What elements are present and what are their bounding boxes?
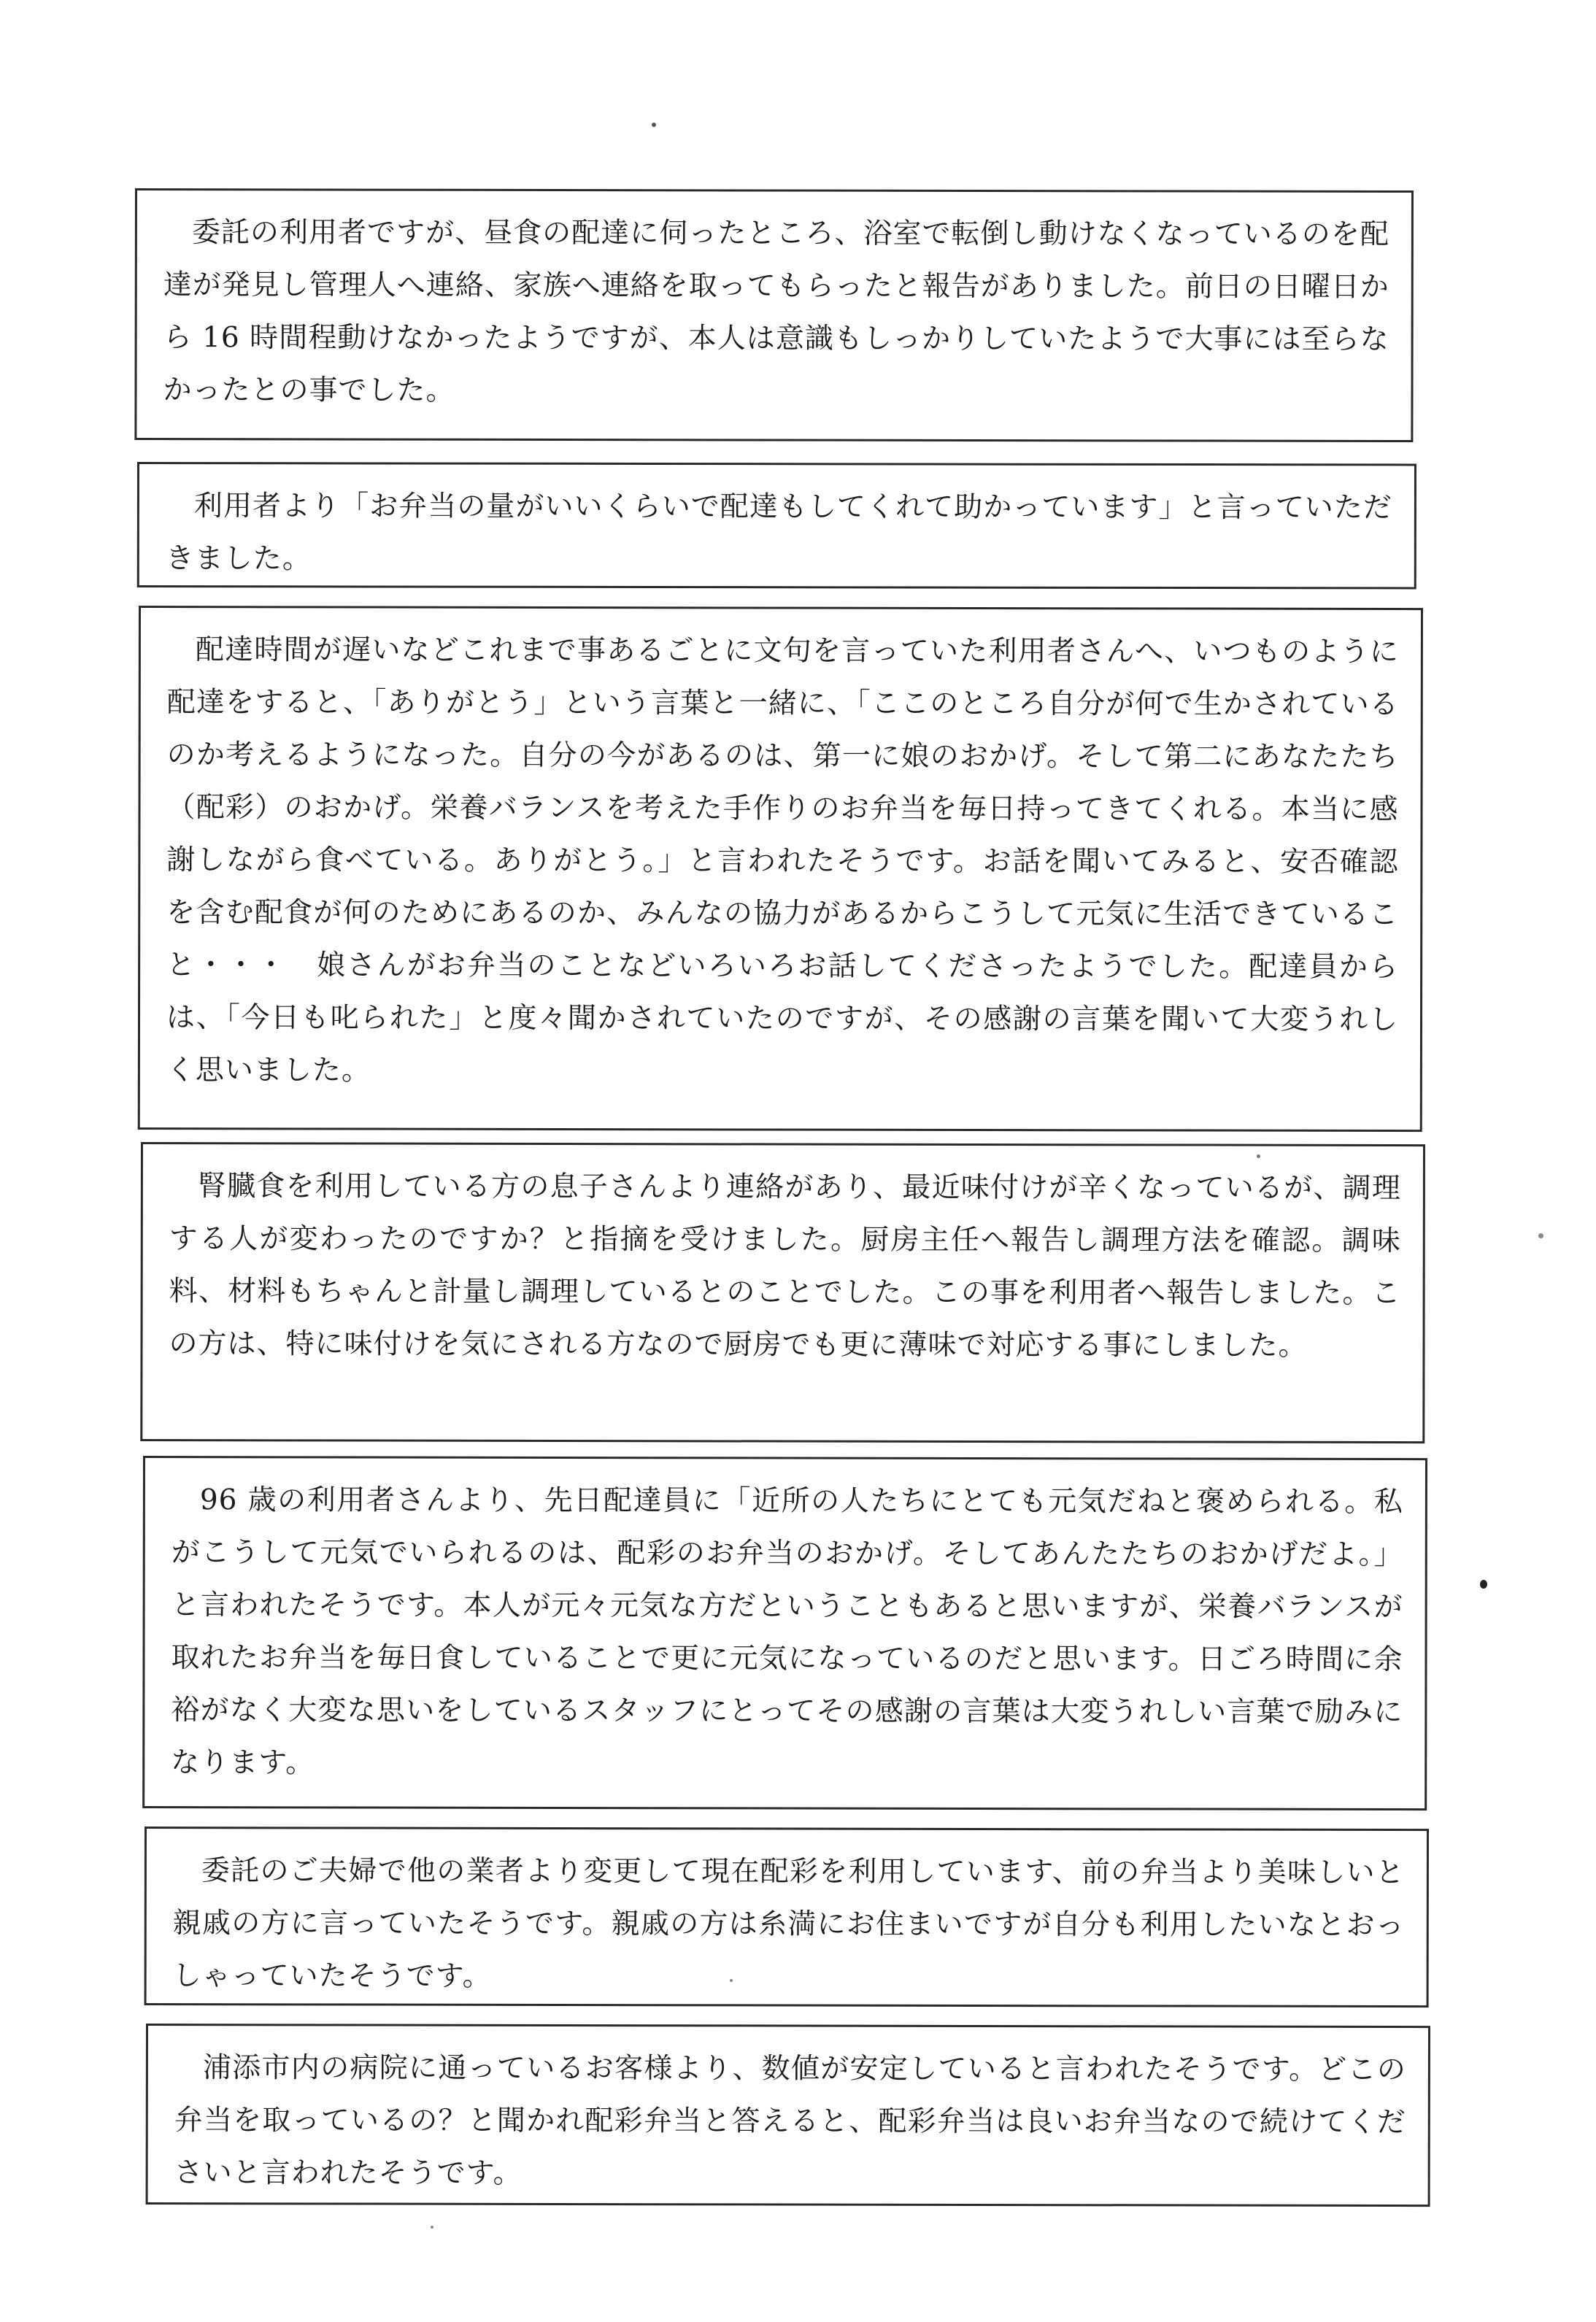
feedback-entry-text: 委託の利用者ですが、昼食の配達に伺ったところ、浴室で転倒し動けなくなっているのを配達が発見し管理人へ連絡、家族へ連絡を取ってもらったと報告がありました。前日の日曜日から 16 時間程動けなかったようですが、本人は意識もしっかりしていたようで大事には至らなかったとの事でした。 [163,216,1389,407]
scan-speck [652,123,656,127]
scan-speck [431,2226,433,2229]
feedback-entry-text: 配達時間が遅いなどこれまで事あるごとに文句を言っていた利用者さんへ、いつものように配達をすると、「ありがとう」という言葉と一緒に、「ここのところ自分が何で生かされているのか考えるようになった。自分の今があるのは、第一に娘のおかげ。そして第二にあなたたち（配彩）のおかげ。栄養バランスを考えた手作りのお弁当を毎日持ってきてくれる。本当に感謝しながら食べている。ありがとう。」と言われたそうです。お話を聞いてみると、安否確認を含む配食が何のためにあるのか、みんなの協力があるからこうして元気に生活できていること・・・ 娘さんがお弁当のことなどいろいろお話してくださったようでした。配達員からは、「今日も叱られた」と度々聞かされていたのですが、その感謝の言葉を聞いて大変うれしく思いました。 [166,633,1399,1087]
feedback-entry-text: 利用者より「お弁当の量がいいくらいで配達もしてくれて助かっています」と言っていただきました。 [165,490,1392,576]
feedback-entry-5 [142,1456,1427,1810]
feedback-entry-text: 96 歳の利用者さんより、先日配達員に「近所の人たちにとても元気だねと褒められる。私がこうして元気でいられるのは、配彩のお弁当のおかげ。そしてあんたたちのおかげだよ。」と言われたそうです。本人が元々元気な方だということもあると思いますが、栄養バランスが取れたお弁当を毎日食していることで更に元気になっているのだと思います。日ごろ時間に余裕がなく大変な思いをしているスタッフにとってその感謝の言葉は大変うれしい言葉で励みになります。 [171,1484,1403,1780]
feedback-entry-text: 委託のご夫婦で他の業者より変更して現在配彩を利用しています、前の弁当より美味しいと親戚の方に言っていたそうです。親戚の方は糸満にお住まいですが自分も利用したいなとおっしゃっていたそうです。 [172,1854,1405,1993]
feedback-entry-4 [140,1142,1425,1443]
scan-speck [1538,1233,1543,1238]
feedback-entry-7 [146,2024,1430,2207]
scan-speck [1257,1154,1260,1158]
feedback-entry-text: 腎臓食を利用している方の息子さんより連絡があり、最近味付けが辛くなっているが、調理する人が変わったのですか？と指摘を受けました。厨房主任へ報告し調理方法を確認。調味料、材料もちゃんと計量し調理しているとのことでした。この事を利用者へ報告しました。この方は、特に味付けを気にされる方なので厨房でも更に薄味で対応する事にしました。 [169,1170,1401,1362]
feedback-entry-2 [137,462,1416,589]
feedback-entry-text: 浦添市内の病院に通っているお客様より、数値が安定していると言われたそうです。どこの弁当を取っているの？と聞かれ配彩弁当と答えると、配彩弁当は良いお弁当なので続けてくださいと言われたそうです。 [174,2051,1406,2190]
scan-speck [1480,1580,1487,1589]
feedback-entry-3 [138,606,1423,1132]
feedback-entry-1 [134,188,1414,442]
scan-speck [730,1979,733,1982]
feedback-entry-6 [144,1827,1429,2007]
